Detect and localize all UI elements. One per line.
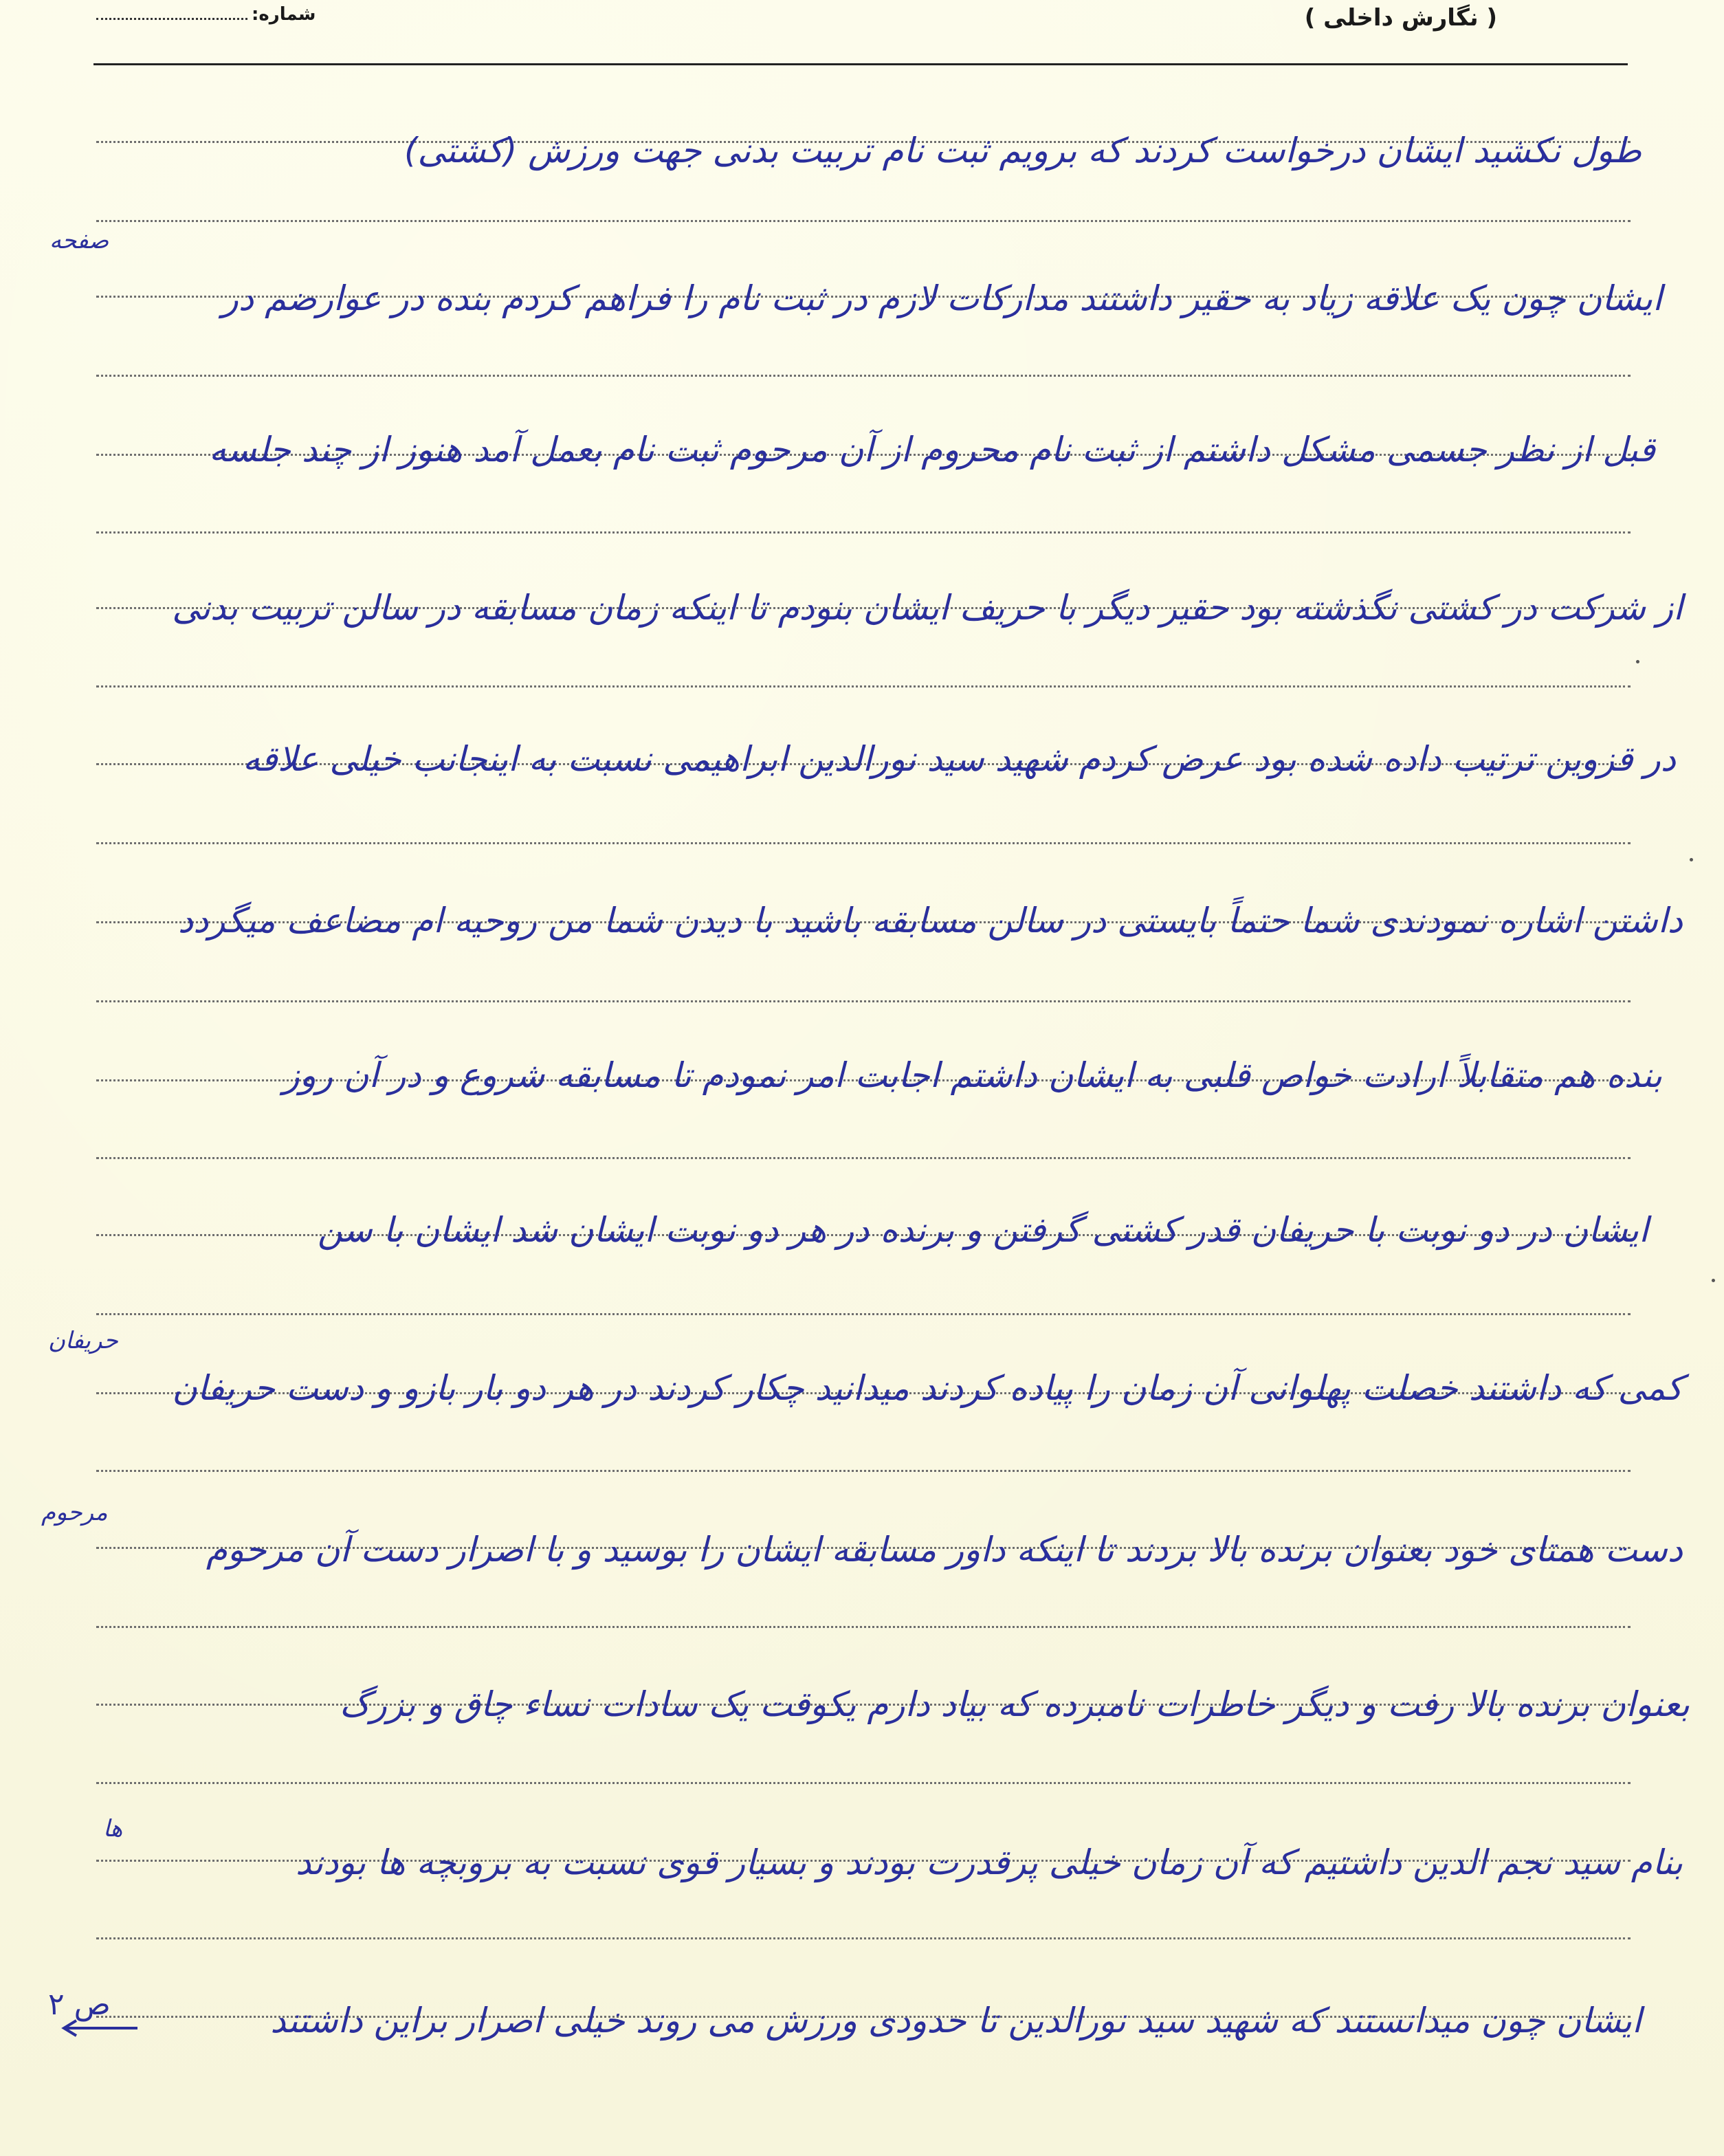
handwritten-line: ایشان در دو نوبت با حریفان قدر کشتی گرفتن و برنده در هر دو نوبت ایشان شد ایشان با سن (317, 1210, 1648, 1250)
paper-speck (1636, 660, 1639, 663)
handwritten-line: در قزوین ترتیب داده شده بود عرض کردم شهید سید نورالدین ابراهیمی نسبت به اینجانب خیلی علاقه (243, 739, 1676, 779)
paper-speck (1690, 858, 1693, 861)
margin-note: مرحوم (41, 1499, 108, 1526)
margin-note: صفحه (49, 227, 109, 254)
ruled-line (96, 685, 1631, 688)
header-rule (93, 63, 1628, 65)
handwritten-line: بنده هم متقابلاً ارادت خواص قلبی به ایشان داشتم اجابت امر نمودم تا مسابقه شروع و در آن روز (283, 1055, 1662, 1095)
continuation-mark (48, 1987, 111, 2022)
header-title: ( نگارش داخلی ) (1304, 4, 1497, 32)
continuation-arrow-icon (58, 2018, 141, 2038)
ruled-line (96, 1937, 1631, 1939)
ruled-line (96, 1157, 1631, 1159)
ruled-line (96, 1782, 1631, 1784)
ruled-line (96, 375, 1631, 377)
ruled-line (96, 1626, 1631, 1628)
handwritten-line: طول نکشید ایشان درخواست کردند که برویم ثبت نام تربیت بدنی جهت ورزش (کشتی) (404, 131, 1642, 170)
ruled-line (96, 1313, 1631, 1315)
number-dotted-blank (96, 18, 247, 20)
paper-speck (1712, 1279, 1715, 1282)
ruled-line (96, 1000, 1631, 1002)
margin-note: حریفان (48, 1327, 118, 1354)
ruled-line (96, 220, 1631, 222)
handwritten-line: بنام سید نجم الدین داشتیم که آن زمان خیلی پرقدرت بودند و بسیار قوی نسبت به بروبچه ها بودند (295, 1842, 1683, 1882)
handwritten-line: از شرکت در کشتی نگذشته بود حقیر دیگر با حریف ایشان بنودم تا اینکه زمان مسابقه در سالن تربیت بدنی (172, 588, 1683, 628)
handwritten-line: ایشان چون یک علاقه زیاد به حقیر داشتند مدارکات لازم در ثبت نام را فراهم کردم بنده در عوارضم در (221, 278, 1662, 318)
ruled-line (96, 531, 1631, 534)
continuation-text: ص ۲ (48, 1987, 111, 2022)
handwritten-line: بعنوان برنده بالا رفت و دیگر خاطرات نامبرده که بیاد دارم یکوقت یک سادات نساء چاق و بزرگ (339, 1684, 1690, 1724)
handwritten-line: دست همتای خود بعنوان برنده بالا بردند تا اینکه داور مسابقه ایشان را بوسید و با اصرار دست آن مرحوم (206, 1530, 1683, 1570)
ruled-line (96, 1470, 1631, 1472)
margin-note: ها (103, 1815, 123, 1842)
handwritten-line: قبل از نظر جسمی مشکل داشتم از ثبت نام محروم از آن مرحوم ثبت نام بعمل آمد هنوز از چند جلسه (209, 430, 1655, 470)
handwritten-line: کمی که داشتند خصلت پهلوانی آن زمان را پیاده کردند میدانید چکار کردند در هر دو بار بازو و دست حریفان (172, 1368, 1683, 1408)
header-number-field (96, 4, 316, 25)
handwritten-line: داشتن اشاره نمودندی شما حتماً بایستی در سالن مسابقه باشید با دیدن شما من روحیه ام مضاعف میگردد (177, 901, 1683, 940)
header-number-label: شماره: (252, 4, 316, 25)
ruled-line (96, 842, 1631, 844)
handwritten-line: ایشان چون میدانستند که شهید سید نورالدین تا حدودی ورزش می روند خیلی اصرار براین داشتند (270, 2001, 1642, 2040)
